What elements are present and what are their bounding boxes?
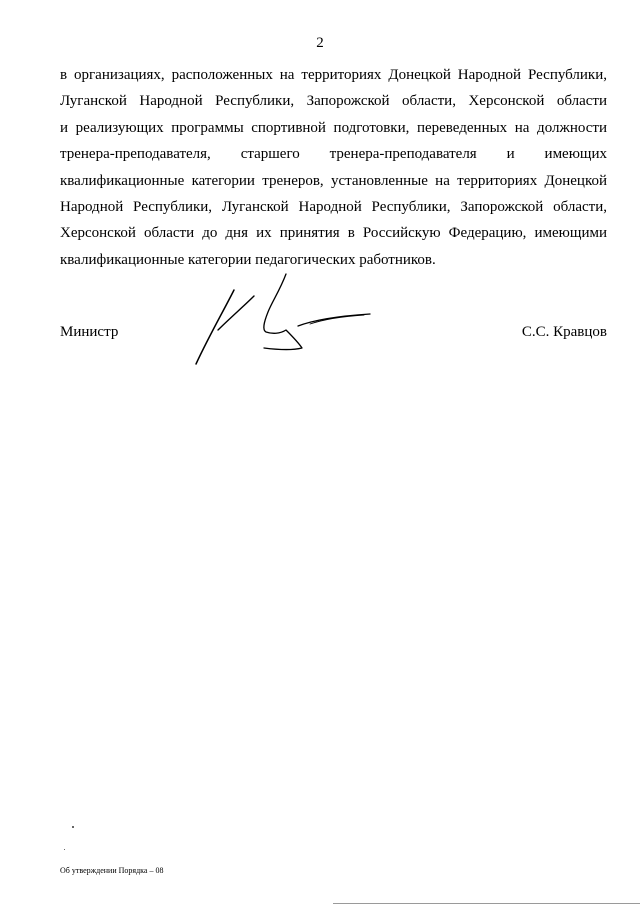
body-line: Народной Республики, Луганской Народной Республики, Запорожской области,: [60, 198, 607, 215]
body-line: квалификационные категории тренеров, установленные на территориях Донецкой: [60, 172, 607, 189]
position-title: Министр: [60, 324, 119, 340]
scan-edge-line: [333, 903, 640, 904]
footer-document-reference: Об утверждении Порядка – 08: [60, 866, 164, 875]
handwritten-signature: [188, 272, 378, 368]
body-line: Луганской Народной Республики, Запорожской области, Херсонской области: [60, 93, 607, 110]
body-line: Херсонской области до дня их принятия в Российскую Федерацию, имеющими: [60, 225, 607, 242]
page-number: 2: [316, 35, 324, 51]
scan-artifact: [64, 849, 65, 850]
body-line: и реализующих программы спортивной подготовки, переведенных на должности: [60, 119, 607, 136]
body-line: тренера-преподавателя, старшего тренера-преподавателя и имеющих: [60, 146, 607, 163]
scan-artifact: [72, 826, 74, 828]
body-line: в организациях, расположенных на территориях Донецкой Народной Республики,: [60, 67, 607, 83]
signatory-name: С.С. Кравцов: [521, 324, 607, 340]
body-line: квалификационные категории педагогических работников.: [60, 251, 436, 268]
signature-block: [0, 0, 640, 400]
